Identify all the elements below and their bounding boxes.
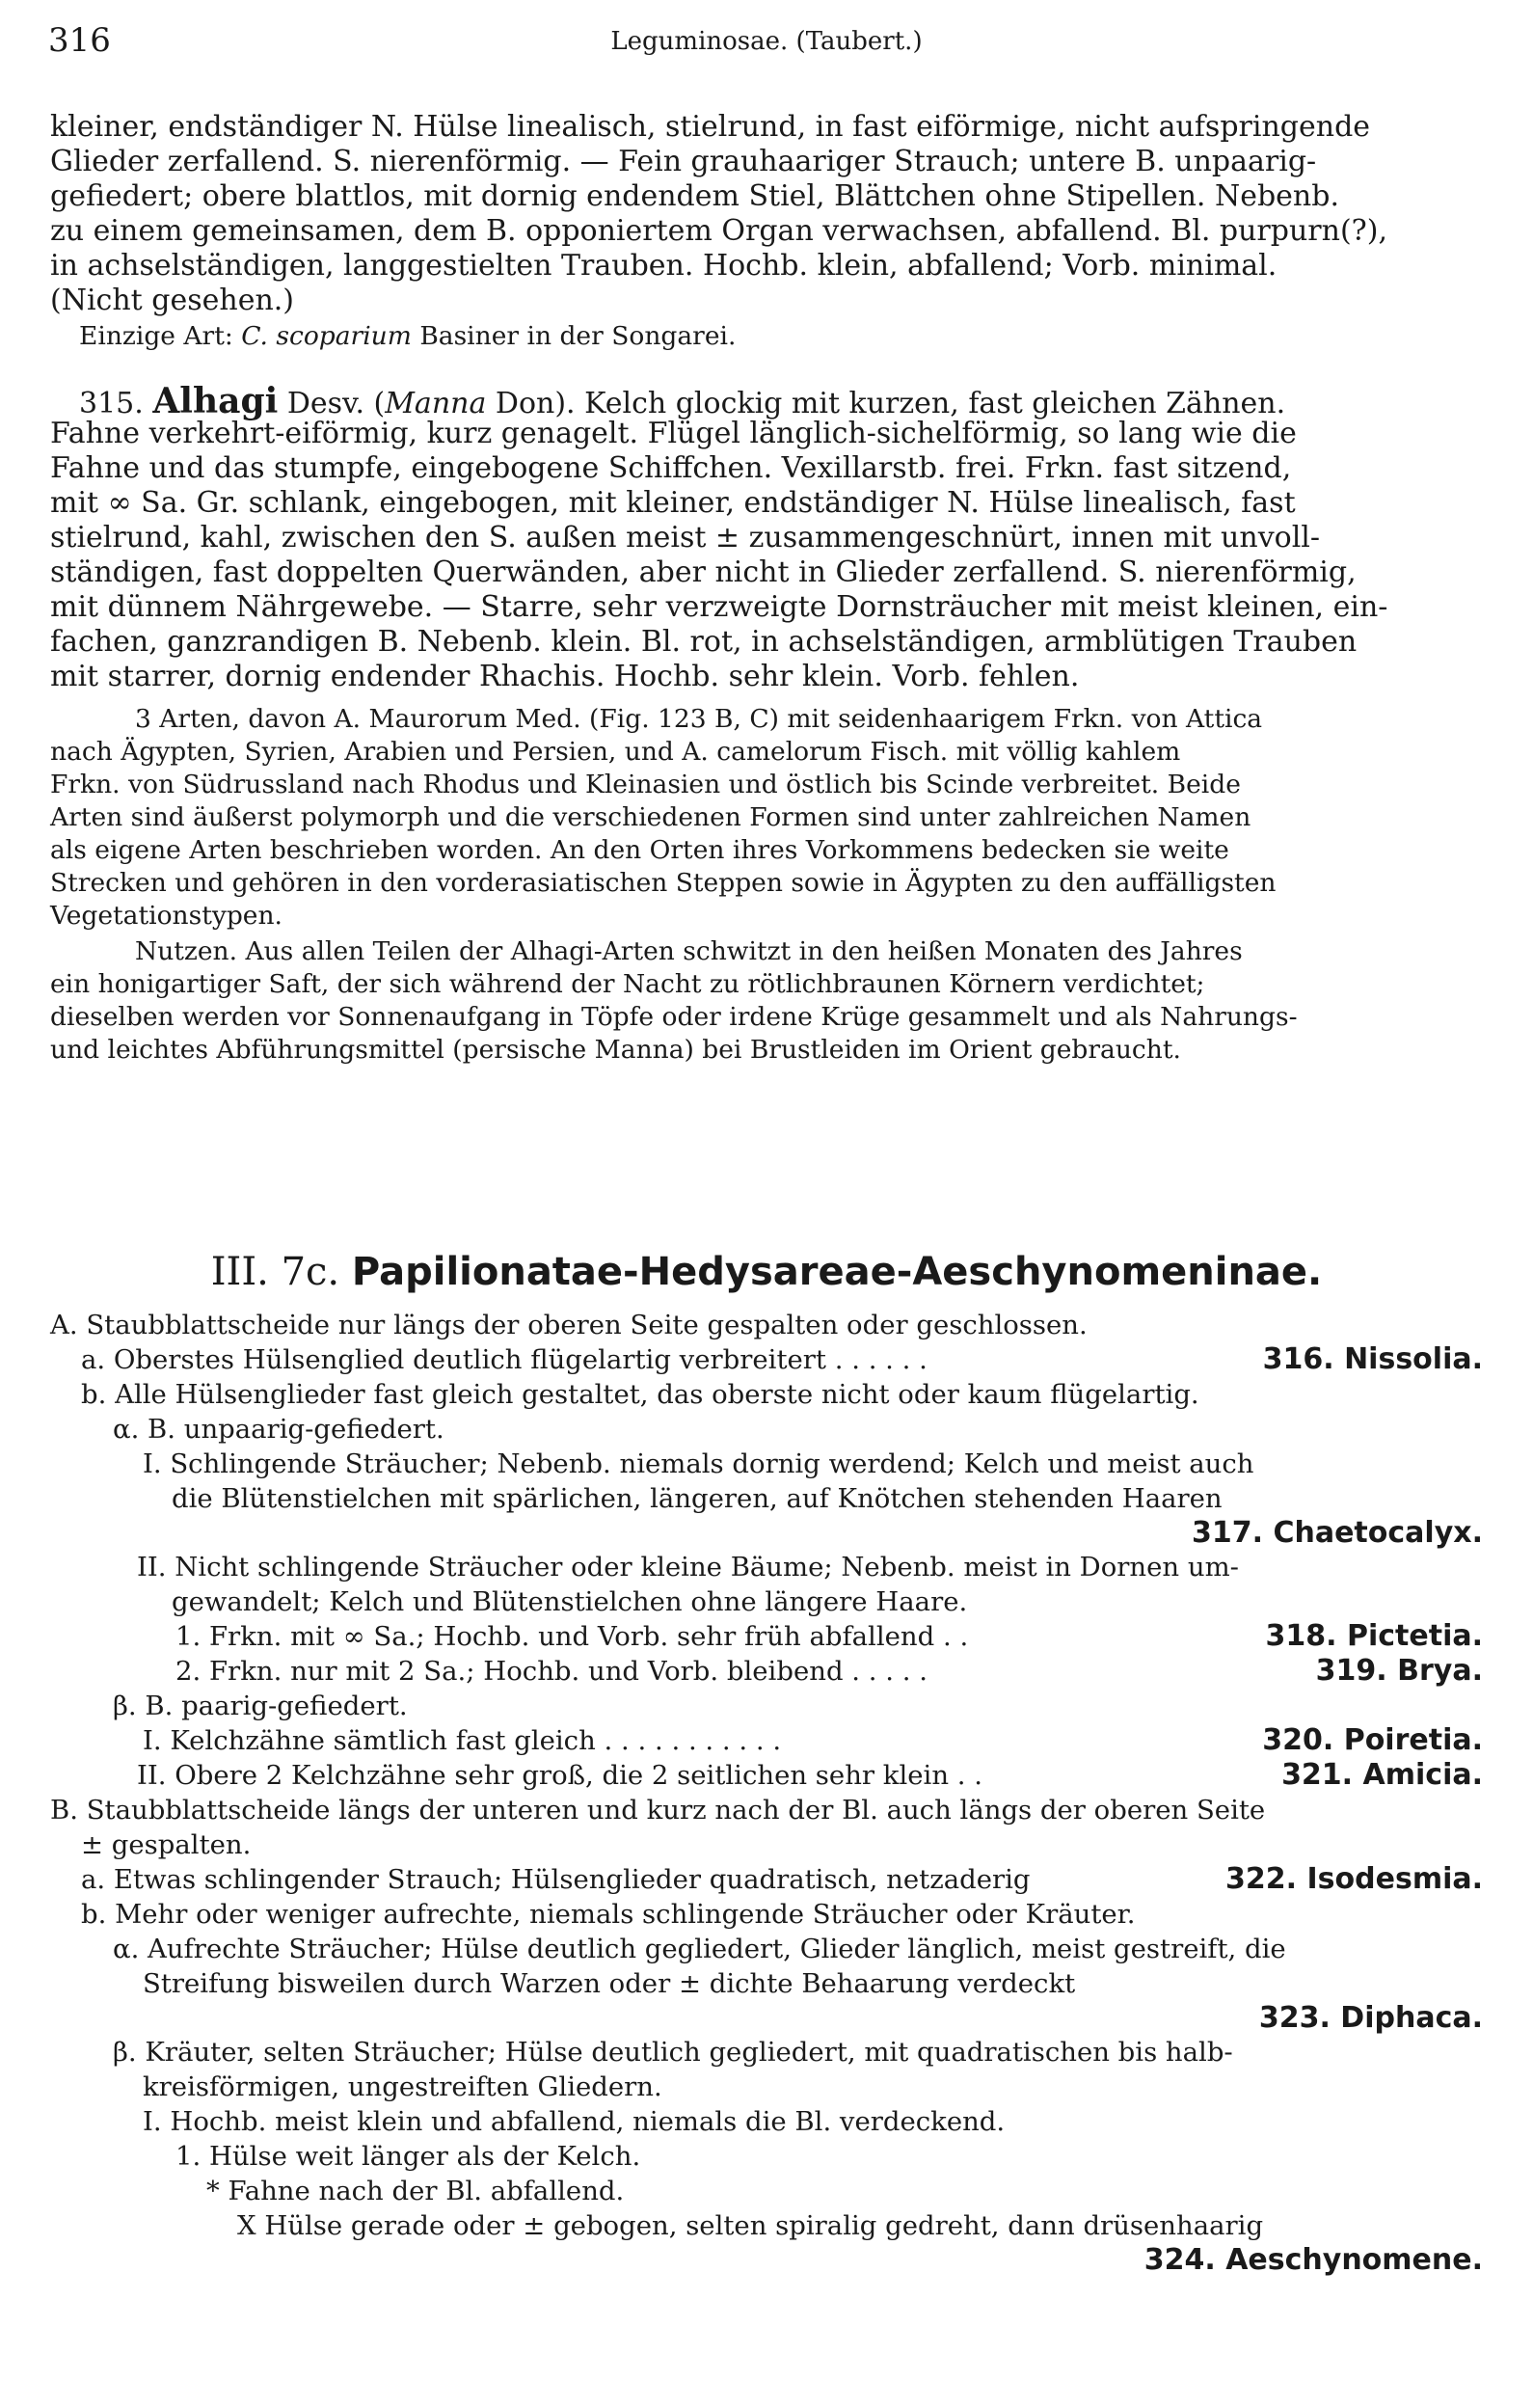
species-note-line-5: als eigene Arten beschrieben worden. An den Orten ihres Vorkommens bedecken sie weite xyxy=(50,835,1229,865)
key-line: II. Obere 2 Kelchzähne sehr groß, die 2 seitlichen sehr klein . . xyxy=(137,1760,982,1791)
key-line: 1. Frkn. mit ∞ Sa.; Hochb. und Vorb. sehr früh abfallend . . xyxy=(175,1621,969,1652)
genus-315-line-2: Fahne und das stumpfe, eingebogene Schiffchen. Vexillarstb. frei. Frkn. fast sitzend, xyxy=(50,451,1292,485)
para1-line-5: in achselständigen, langgestielten Trauben. Hochb. klein, abfallend; Vorb. minimal. xyxy=(50,249,1278,283)
key-genus-reference: 324. Aeschynomene. xyxy=(1143,2243,1483,2277)
running-title: Leguminosae. (Taubert.) xyxy=(610,27,923,56)
genus-315-line-3: mit ∞ Sa. Gr. schlank, eingebogen, mit kleiner, endständiger N. Hülse linealisch, fast xyxy=(50,486,1296,520)
key-line: Streifung bisweilen durch Warzen oder ± dichte Behaarung verdeckt xyxy=(143,1968,1076,1999)
key-line: a. Etwas schlingender Strauch; Hülsenglieder quadratisch, netzaderig xyxy=(81,1864,1031,1895)
key-line: a. Oberstes Hülsenglied deutlich flügelartig verbreitert . . . . . . xyxy=(81,1344,928,1375)
nutzen-line-4: und leichtes Abführungsmittel (persische Manna) bei Brustleiden im Orient gebraucht. xyxy=(50,1035,1181,1065)
key-line: 2. Frkn. nur mit 2 Sa.; Hochb. und Vorb. bleibend . . . . . xyxy=(175,1656,928,1687)
key-line: II. Nicht schlingende Sträucher oder kleine Bäume; Nebenb. meist in Dornen um- xyxy=(137,1552,1239,1583)
key-line: kreisförmigen, ungestreiften Gliedern. xyxy=(143,2071,662,2102)
key-line: b. Mehr oder weniger aufrechte, niemals schlingende Sträucher oder Kräuter. xyxy=(81,1899,1136,1930)
key-line: X Hülse gerade oder ± gebogen, selten spiralig gedreht, dann drüsenhaarig xyxy=(237,2210,1264,2241)
single-species-line: Einzige Art: C. scoparium Basiner in der Songarei. xyxy=(79,321,737,351)
genus-315-heading: 315. Alhagi Desv. (Manna Don). Kelch glockig mit kurzen, fast gleichen Zähnen. xyxy=(79,381,1286,421)
key-genus-reference: 318. Pictetia. xyxy=(1265,1619,1483,1653)
para1-line-3: gefiedert; obere blattlos, mit dornig endendem Stiel, Blättchen ohne Stipellen. Nebenb. xyxy=(50,179,1339,213)
species-note-line-4: Arten sind äußerst polymorph und die verschiedenen Formen sind unter zahlreichen Namen xyxy=(50,802,1251,832)
nutzen-line-1: Nutzen. Aus allen Teilen der Alhagi-Arten schwitzt in den heißen Monaten des Jahres xyxy=(135,936,1243,966)
nutzen-line-3: dieselben werden vor Sonnenaufgang in Töpfe oder irdene Krüge gesammelt und als Nahrungs- xyxy=(50,1002,1298,1032)
genus-315-line-7: fachen, ganzrandigen B. Nebenb. klein. Bl. rot, in achselständigen, armblütigen Trauben xyxy=(50,625,1358,659)
nutzen-line-2: ein honigartiger Saft, der sich während der Nacht zu rötlichbraunen Körnern verdichtet; xyxy=(50,969,1205,999)
species-note-line-6: Strecken und gehören in den vorderasiatischen Steppen sowie in Ägypten zu den auffälligsten xyxy=(50,868,1277,898)
para1-line-2: Glieder zerfallend. S. nierenförmig. — Fein grauhaariger Strauch; untere B. unpaarig- xyxy=(50,145,1317,178)
key-genus-reference: 316. Nissolia. xyxy=(1262,1342,1483,1376)
species-note-line-2: nach Ägypten, Syrien, Arabien und Persien, und A. camelorum Fisch. mit völlig kahlem xyxy=(50,737,1181,767)
key-line: B. Staubblattscheide längs der unteren und kurz nach der Bl. auch längs der oberen Seite xyxy=(50,1795,1266,1826)
key-line: b. Alle Hülsenglieder fast gleich gestaltet, das oberste nicht oder kaum flügelartig. xyxy=(81,1379,1199,1410)
page-number: 316 xyxy=(48,21,111,60)
genus-315-line-1: Fahne verkehrt-eiförmig, kurz genagelt. Flügel länglich-sichelförmig, so lang wie die xyxy=(50,417,1297,450)
key-line: 1. Hülse weit länger als der Kelch. xyxy=(175,2141,641,2172)
key-line: I. Schlingende Sträucher; Nebenb. niemals dornig werdend; Kelch und meist auch xyxy=(143,1448,1254,1479)
para1-line-6: (Nicht gesehen.) xyxy=(50,284,295,317)
para1-line-4: zu einem gemeinsamen, dem B. opponiertem Organ verwachsen, abfallend. Bl. purpurn(?), xyxy=(50,214,1387,248)
key-line: A. Staubblattscheide nur längs der oberen Seite gespalten oder geschlossen. xyxy=(50,1310,1088,1340)
key-line: α. B. unpaarig-gefiedert. xyxy=(113,1414,444,1445)
key-line: β. B. paarig-gefiedert. xyxy=(113,1691,408,1721)
key-genus-reference: 323. Diphaca. xyxy=(1258,2001,1483,2035)
genus-315-line-8: mit starrer, dornig endender Rhachis. Hochb. sehr klein. Vorb. fehlen. xyxy=(50,660,1080,693)
species-note-line-3: Frkn. von Südrussland nach Rhodus und Kleinasien und östlich bis Scinde verbreitet. Beide xyxy=(50,770,1241,799)
key-genus-reference: 320. Poiretia. xyxy=(1262,1723,1483,1757)
genus-315-line-4: stielrund, kahl, zwischen den S. außen meist ± zusammengeschnürt, innen mit unvoll- xyxy=(50,521,1321,555)
key-genus-reference: 321. Amicia. xyxy=(1281,1758,1483,1792)
key-line: die Blütenstielchen mit spärlichen, längeren, auf Knötchen stehenden Haaren xyxy=(172,1483,1223,1514)
species-note-line-7: Vegetationstypen. xyxy=(50,901,282,931)
key-line: α. Aufrechte Sträucher; Hülse deutlich gegliedert, Glieder länglich, meist gestreift, die xyxy=(113,1934,1286,1964)
key-line: gewandelt; Kelch und Blütenstielchen ohne längere Haare. xyxy=(172,1586,968,1617)
key-genus-reference: 322. Isodesmia. xyxy=(1225,1862,1483,1896)
key-line: I. Kelchzähne sämtlich fast gleich . . . . . . . . . . . xyxy=(143,1725,782,1756)
key-line: I. Hochb. meist klein und abfallend, niemals die Bl. verdeckend. xyxy=(143,2106,1006,2137)
genus-315-line-5: ständigen, fast doppelten Querwänden, aber nicht in Glieder zerfallend. S. nierenförmig, xyxy=(50,555,1357,589)
key-line: ± gespalten. xyxy=(81,1829,252,1860)
species-note-line-1: 3 Arten, davon A. Maurorum Med. (Fig. 123 B, C) mit seidenhaarigem Frkn. von Attica xyxy=(135,704,1263,734)
key-genus-reference: 319. Brya. xyxy=(1315,1654,1483,1688)
section-heading: III. 7c. Papilionatae-Hedysareae-Aeschynomeninae. xyxy=(210,1250,1323,1294)
key-genus-reference: 317. Chaetocalyx. xyxy=(1192,1516,1483,1550)
para1-line-1: kleiner, endständiger N. Hülse linealisch, stielrund, in fast eiförmige, nicht aufspringende xyxy=(50,110,1371,144)
key-line: β. Kräuter, selten Sträucher; Hülse deutlich gegliedert, mit quadratischen bis halb- xyxy=(113,2037,1233,2068)
key-line: * Fahne nach der Bl. abfallend. xyxy=(206,2176,625,2206)
genus-315-line-6: mit dünnem Nährgewebe. — Starre, sehr verzweigte Dornsträucher mit meist kleinen, ein- xyxy=(50,590,1388,624)
